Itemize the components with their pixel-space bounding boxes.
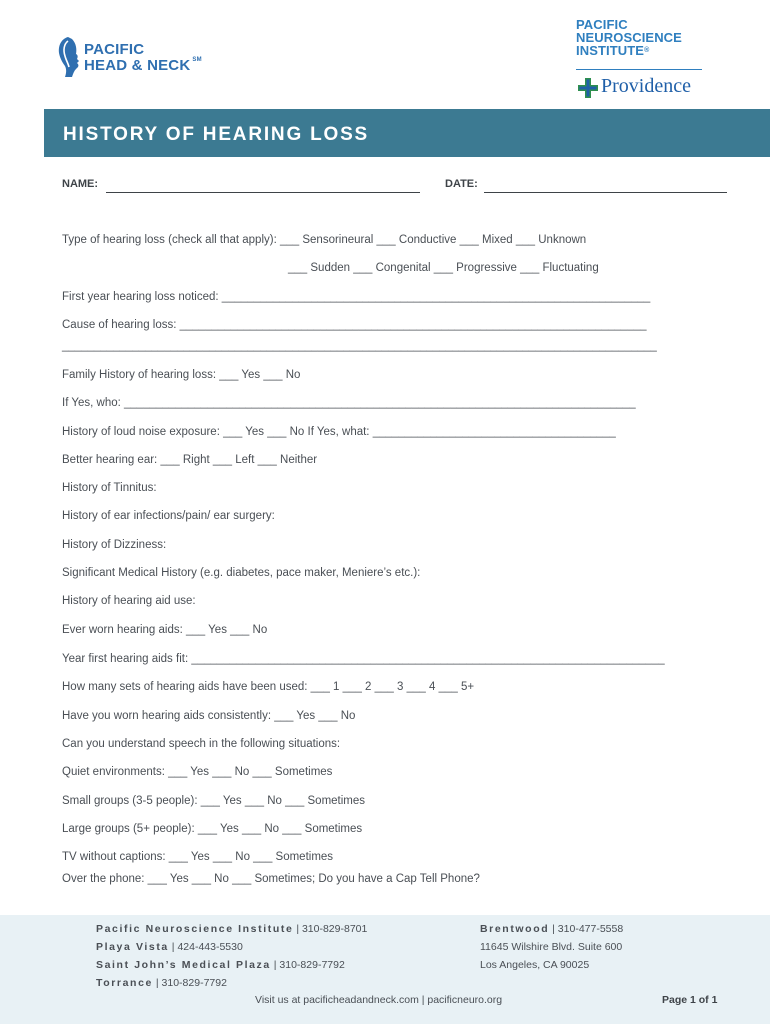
footer-pni: Pacific Neuroscience Institute | 310-829-8701 (96, 923, 368, 935)
over-the-phone[interactable]: Over the phone: ___ Yes ___ No ___ Sometimes; Do you have a Cap Tell Phone? (62, 873, 480, 885)
footer-address-line-2: Los Angeles, CA 90025 (480, 959, 590, 971)
date-label: DATE: (445, 178, 478, 190)
footer-address-line-1: 11645 Wilshire Blvd. Suite 600 (480, 941, 623, 953)
footer (0, 915, 770, 1024)
better-hearing-ear[interactable]: Better hearing ear: ___ Right ___ Left ___ Neither (62, 454, 318, 466)
tv-without-captions[interactable]: TV without captions: ___ Yes ___ No ___ Sometimes (62, 851, 334, 863)
loud-noise-exposure[interactable]: History of loud noise exposure: ___ Yes ___ No If Yes, what: ______________________________________ (62, 426, 616, 438)
medical-history: Significant Medical History (e.g. diabetes, pace maker, Meniere’s etc.): (62, 567, 421, 579)
pni-providence-logo (576, 18, 706, 103)
hearing-loss-type-row-1[interactable]: Type of hearing loss (check all that apply): ___ Sensorineural ___ Conductive ___ Mixed ___ Unknown (62, 234, 587, 246)
footer-torrance: Torrance | 310-829-7792 (96, 977, 227, 989)
providence-cross-icon (578, 78, 598, 98)
history-tinnitus: History of Tinnitus: (62, 482, 157, 494)
ever-worn-hearing-aids[interactable]: Ever worn hearing aids: ___ Yes ___ No (62, 624, 268, 636)
quiet-environments[interactable]: Quiet environments: ___ Yes ___ No ___ Sometimes (62, 766, 333, 778)
name-label: NAME: (62, 178, 99, 190)
logo-line-1: PACIFIC (84, 41, 145, 58)
small-groups[interactable]: Small groups (3-5 people): ___ Yes ___ No ___ Sometimes (62, 795, 366, 807)
page-title: HISTORY OF HEARING LOSS (63, 124, 370, 145)
page-number: Page 1 of 1 (662, 994, 718, 1006)
family-history-who[interactable]: If Yes, who: ________________________________________________________________________________ (62, 397, 636, 409)
pni-logo-line-1: PACIFIC (576, 17, 628, 32)
history-ear-infections: History of ear infections/pain/ ear surgery: (62, 510, 275, 522)
providence-wordmark: Providence (601, 75, 691, 97)
pni-logo-line-2: NEUROSCIENCE (576, 30, 682, 45)
title-band (44, 109, 770, 157)
cause-continuation-line[interactable]: _____________________________________________________________________________________________ (62, 340, 657, 352)
sets-of-hearing-aids[interactable]: How many sets of hearing aids have been used: ___ 1 ___ 2 ___ 3 ___ 4 ___ 5+ (62, 681, 475, 693)
year-first-fit[interactable]: Year first hearing aids fit: __________________________________________________________________________ (62, 653, 665, 665)
service-mark: SM (192, 57, 202, 63)
cause-of-hearing-loss[interactable]: Cause of hearing loss: _________________________________________________________________________ (62, 319, 647, 331)
footer-brentwood: Brentwood | 310-477-5558 (480, 923, 624, 935)
large-groups[interactable]: Large groups (5+ people): ___ Yes ___ No ___ Sometimes (62, 823, 363, 835)
name-field[interactable] (106, 192, 420, 193)
first-year-noticed[interactable]: First year hearing loss noticed: ___________________________________________________________________ (62, 291, 651, 303)
footer-websites[interactable]: Visit us at pacificheadandneck.com | pacificneuro.org (255, 994, 503, 1006)
family-history[interactable]: Family History of hearing loss: ___ Yes ___ No (62, 369, 301, 381)
hearing-aid-use-heading: History of hearing aid use: (62, 595, 196, 607)
worn-consistently[interactable]: Have you worn hearing aids consistently: ___ Yes ___ No (62, 710, 356, 722)
date-field[interactable] (484, 192, 727, 193)
history-dizziness: History of Dizziness: (62, 539, 167, 551)
footer-playa-vista: Playa Vista | 424-443-5530 (96, 941, 243, 953)
pni-logo-line-3: INSTITUTE® (576, 43, 650, 58)
logo-line-2: HEAD & NECK ℠ (84, 57, 202, 74)
footer-saint-johns: Saint John’s Medical Plaza | 310-829-7792 (96, 959, 345, 971)
speech-situations-heading: Can you understand speech in the following situations: (62, 738, 341, 750)
logo-divider (576, 69, 702, 70)
pacific-head-neck-logo (56, 36, 236, 80)
hearing-loss-type-row-2[interactable]: ___ Sudden ___ Congenital ___ Progressive ___ Fluctuating (288, 262, 599, 274)
head-profile-icon (56, 36, 82, 78)
